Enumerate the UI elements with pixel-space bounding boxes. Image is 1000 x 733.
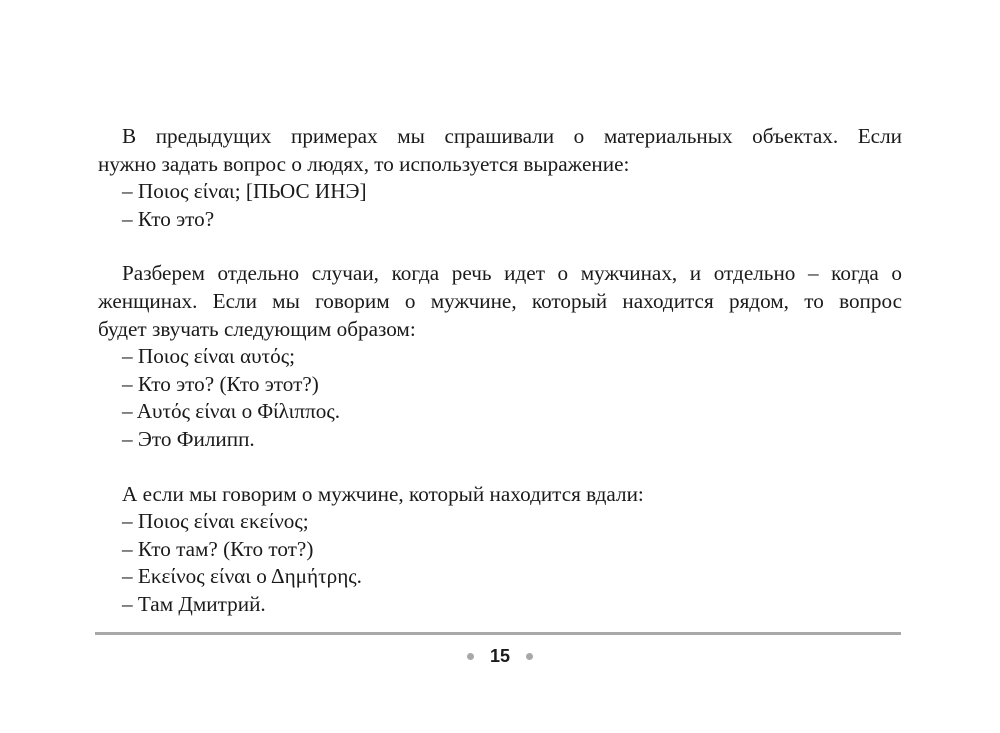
dialogue-line: – Кто там? (Кто тот?) [122, 536, 314, 561]
dialogue-line: – Αυτός είναι ο Φίλιππος. [122, 399, 341, 424]
text-line: будет звучать следующим образом: [98, 316, 416, 341]
paragraph-3 [98, 481, 902, 619]
page-number: 15 [489, 645, 511, 666]
paragraph-2 [98, 260, 902, 453]
footer-divider [95, 632, 901, 635]
dialogue-line: – Ποιος είναι; [ПЬОС ИНЭ] [122, 179, 367, 204]
dialogue-line: – Ποιος είναι αυτός; [122, 344, 296, 369]
dialogue-line: – Кто это? (Кто этот?) [122, 371, 319, 396]
text-line: А если мы говорим о мужчине, который находится вдали: [122, 481, 644, 506]
text-block [98, 123, 902, 619]
dialogue-line: – Εκείνος είναι ο Δημήτρης. [122, 564, 362, 589]
dialogue-line: – Это Филипп. [122, 426, 255, 451]
dialogue-line: – Ποιος είναι εκείνος; [122, 509, 309, 534]
page-footer [0, 643, 1000, 669]
dialogue-line: – Кто это? [122, 206, 215, 231]
text-line: нужно задать вопрос о людях, то используется выражение: [98, 151, 630, 176]
bullet-dot-icon [467, 653, 474, 660]
dialogue-line: – Там Дмитрий. [122, 591, 266, 616]
text-line: женщинах. Если мы говорим о мужчине, который находится рядом, то вопрос [98, 288, 902, 313]
bullet-dot-icon [526, 653, 533, 660]
paragraph-1 [98, 123, 902, 233]
text-line: В предыдущих примерах мы спрашивали о материальных объектах. Если [122, 124, 902, 148]
text-line: Разберем отдельно случаи, когда речь идет о мужчинах, и отдельно – когда о [122, 261, 902, 286]
